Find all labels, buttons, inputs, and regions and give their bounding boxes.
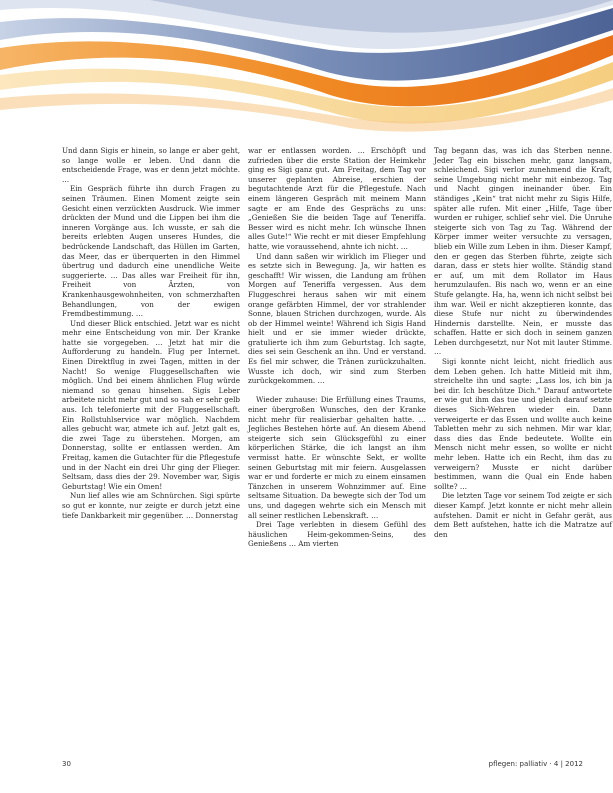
paragraph: Und dieser Blick entschied. Jetzt war es nicht mehr eine Entscheidung von mir. Der Kranke hatte sie vorgegeben. … Jetzt hat mir die Aufforderung zu handeln. Flug per Internet. Einen Direktflug in zwei Tagen, mitten in der Nacht! So wenige Fluggesellschaften wie möglich. Und bei einem ähnlichen Flug würde niemand so genau hinsehen. Sigis Leber arbeitete nicht mehr gut und so sah er sehr gelb aus. Ich telefonierte mit der Fluggesellschaft. Ein Rollstuhlservice war möglich. Nachdem alles gebucht war, atmete ich auf. Jetzt galt es, die zwei Tage zu überstehen. Morgen, am Donnerstag, sollte er entlassen werden. Am Freitag, kamen die Gutachter für die Pflegestufe und in der Nacht ein drei Uhr ging der Flieger. Seltsam, dass dies der 29. November war, Sigis Geburtstag! Wie ein Omen!: [62, 318, 240, 491]
page-footer: [62, 760, 583, 774]
paragraph: Nun lief alles wie am Schnürchen. Sigi spürte so gut er konnte, nur zeigte er durch jetzt eine tiefe Dankbarkeit mir gegenüber. … Donnerstag: [62, 491, 240, 520]
paragraph: Sigi konnte nicht leicht, nicht friedlich aus dem Leben gehen. Ich hatte Mitleid mit ihm, streichelte ihn und sagte: „Lass los, ich bin ja bei dir. Ich beschütze Dich.“ Darauf antwortete er wie gut ihm das tue und gleich darauf setzte dieses Sich-Wehren wieder ein. Dann verweigerte er das Essen und wollte auch keine Tabletten mehr zu sich nehmen. Mir war klar, dass dies das Ende bedeutete. Wollte ein Mensch nicht mehr essen, so wollte er nicht mehr leben. Hatte ich ein Recht, ihm das zu verweigern? Musste er nicht darüber bestimmen, wann die Qual ein Ende haben sollte? …: [434, 357, 612, 491]
paragraph: Wieder zuhause: Die Erfüllung eines Traums, einer übergroßen Wunsches, den der Kranke nicht mehr für realisierbar gehalten hatte. … Jegliches Bestehen hörte auf. An diesem Abend steigerte sich sein Glücksgefühl zu einer körperlichen Stärke, die ich langst an ihm vermisst hatte. Er wünschte Sekt, er wollte seinen Geburtstag mit mir feiern. Ausgelassen war er und forderte er mich zu einem einsamen Tänzchen in unserem Wohnzimmer auf. Eine seltsame Situation. Da bewegte sich der Tod um uns, und dagegen wehrte sich ein Mensch mit all seiner restlichen Lebenskraft. …: [248, 395, 426, 520]
magazine-issue: pflegen: palliativ · 4 | 2012: [488, 760, 583, 768]
paragraph: Die letzten Tage vor seinem Tod zeigte er sich dieser Kampf. Jetzt konnte er nicht mehr allein aufstehen. Damit er nicht in Gefahr gerät, aus dem Bett aufstehen, hatte ich die Matratze auf den: [434, 491, 612, 539]
header-wave-banner: [0, 0, 613, 140]
paragraph: Ein Gespräch führte ihn durch Fragen zu seinen Träumen. Einen Moment zeigte sein Gesicht einen verzückten Ausdruck. Wie immer drückten der Mund und die Lippen bei ihm die inneren Vorgänge aus. Ich wusste, er sah die bereits erlebten Augen unseres Hundes, die bedrückende Landschaft, das Hüllen im Garten, das Meer, das er überquerten in den Himmel übertrug und dadurch eine unendliche Weite suggerierte. … Das alles war Freiheit für ihn, Freiheit von Ärzten, von Krankenhausgewohnheiten, von schmerzhaften Behandlungen, von der ewigen Fremdbestimmung. …: [62, 184, 240, 319]
paragraph: Tag begann das, was ich das Sterben nenne. Jeder Tag ein bisschen mehr, ganz langsam, schleichend. Sigi verlor zunehmend die Kraft, seine Umgebung nicht mehr mit einbezog. Tag und Nacht gingen ineinander über. Ein ständiges „Kein“ trat nicht mehr zu Sigis Hilfe, später alle rufen. Mit einer „Hilfe, Tage über wurden er ruhiger, schlief sehr viel. Die Unruhe steigerte sich von Tag zu Tag. Während der Körper immer weiter versuchte zu versagen, blieb ein Wille zum Leben in ihm. Dieser Kampf, den er gegen das Sterben führte, zeigte sich daran, dass er stets hier wollte. Ständig stand er auf, um mit dem Rollator im Haus herumzulaufen. Bis nach wo, wenn er an eine Stufe gelangte. Ha, ha, wenn ich nicht selbst bei ihm war. Weil er nicht akzeptieren konnte, das diese Stufe nur nicht zu überwindendes Hindernis darstellte. Nein, er musste das schaffen. Hatte er sich doch in seinem ganzen Leben durchgesetzt, nur Not mit lauter Stimme. …: [434, 146, 612, 357]
page-number: 30: [62, 760, 71, 768]
text-column-2: [248, 146, 426, 549]
paragraph: Und dann saßen wir wirklich im Flieger und es setzte sich in Bewegung. Ja, wir hatten es geschafft! Wir wissen, die Landung am frühen Morgen auf Teneriffa vergessen. Aus dem Fluggeschrei heraus sahen wir mit einem orange gefärbten Himmel, der vor strahlender Sonne, blauen Strichen durchzogen, wurde. Als ob der Himmel weinte! Während ich Sigis Hand hielt und er sie immer wieder drückte, gratulierte ich ihm zum Geburtstag. Ich sagte, dies sei sein Geschenk an ihn. Und er verstand. Es fiel mir schwer, die Tränen zurückzuhalten. Wusste ich doch, wir sind zum Sterben zurückgekommen. …: [248, 251, 426, 386]
paragraph: war er entlassen worden. … Erschöpft und zufrieden über die erste Station der Heimkehr ging es Sigi ganz gut. Am Freitag, dem Tag vor unserer geplanten Abreise, erschien der begutachtende Arzt für die Pflegestufe. Nach einem längeren Gespräch mit meinem Mann sagte er am Ende des Gesprächs zu uns: „Genießen Sie die beiden Tage auf Teneriffa. Besser wird es nicht mehr. Ich wünsche Ihnen alles Gute!“ Wie recht er mit dieser Empfehlung hatte, wie voraussehend, ahnte ich nicht. …: [248, 146, 426, 251]
paragraph: Und dann Sigis er hinein, so lange er aber geht, so lange wolle er leben. Und dann die entscheidende Frage, was er denn jetzt möchte. …: [62, 146, 240, 184]
text-column-3: [434, 146, 612, 539]
text-column-1: [62, 146, 240, 520]
paragraph: Drei Tage verlebten in diesem Gefühl des häuslichen Heim-gekommen-Seins, des Genießens … Am vierten: [248, 520, 426, 549]
